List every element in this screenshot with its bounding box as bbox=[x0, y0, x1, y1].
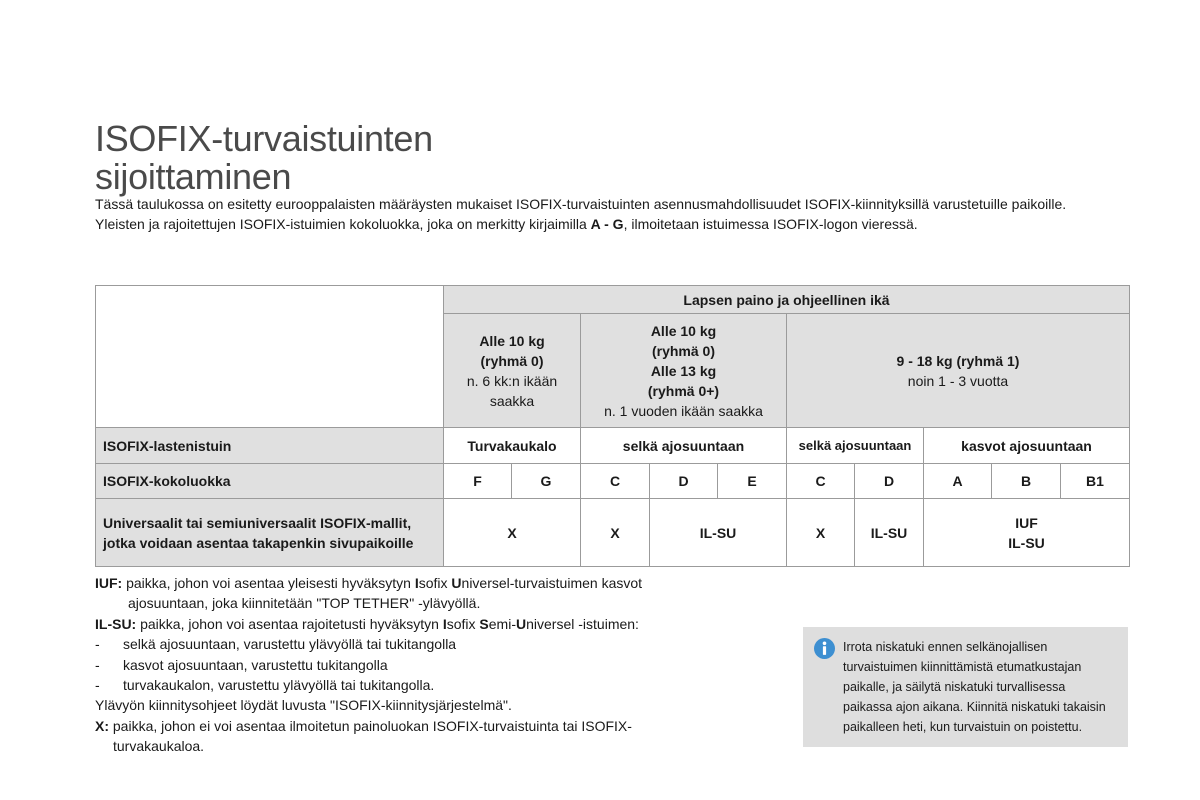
legend-text: niversel -istuimen: bbox=[526, 615, 639, 632]
group-0-line: (ryhmä 0) bbox=[480, 352, 544, 369]
universal-cell-iuf bbox=[924, 499, 1130, 567]
group-2-sub: noin 1 - 3 vuotta bbox=[907, 372, 1009, 389]
legend-text: paikka, johon voi asentaa rajoitetusti hyväksytyn bbox=[136, 615, 443, 632]
legend-text: sofix bbox=[446, 615, 480, 632]
group-2-line: 9 - 18 kg (ryhmä 1) bbox=[896, 352, 1020, 369]
list-item-text: kasvot ajosuuntaan, varustettu tukitangolla bbox=[123, 656, 388, 673]
dash-bullet: - bbox=[95, 636, 100, 653]
table-header-weight-age: Lapsen paino ja ohjeellinen ikä bbox=[444, 286, 1130, 314]
size-cell: C bbox=[787, 464, 855, 499]
group-1-line: Alle 10 kg bbox=[650, 322, 717, 339]
legend-bold-letter: U bbox=[451, 575, 462, 591]
legend-bold-letter: I bbox=[442, 615, 447, 632]
page-title-line2: sijoittaminen bbox=[95, 156, 292, 197]
intro-paragraph-1: Tässä taulukossa on esitetty eurooppalaisten määräysten mukaiset ISOFIX-turvaistuinten asennusmahdollisuudet ISOFIX-kiinnityksillä varustetuille paikoille. bbox=[95, 196, 1067, 212]
group-1-line: (ryhmä 0) bbox=[651, 342, 716, 359]
legend-reference: Ylävyön kiinnitysohjeet löydät luvusta "ISOFIX-kiinnitysjärjestelmä". bbox=[95, 697, 512, 714]
group-0-sub: saakka bbox=[489, 392, 535, 409]
intro-p2-text: Yleisten ja rajoitettujen ISOFIX-istuimien kokoluokka, joka on merkitty kirjaimilla bbox=[95, 216, 591, 232]
group-cell-2 bbox=[787, 314, 1130, 428]
universal-cell: X bbox=[444, 499, 581, 567]
group-1-line: Alle 13 kg bbox=[650, 362, 717, 379]
legend-code: IL-SU: bbox=[95, 615, 137, 632]
legend-bold-letter: S bbox=[479, 615, 489, 632]
intro-paragraph-2 bbox=[95, 214, 1125, 234]
legend-code: X: bbox=[95, 717, 109, 734]
universal-cell: IL-SU bbox=[650, 499, 787, 567]
table-empty-corner bbox=[96, 286, 444, 428]
info-text: Irrota niskatuki ennen selkänojallisen turvaistuimen kiinnittämistä etumatkustajan paikalle, ja säilytä niskatuki turvallisessa paikassa ajon aikana. Kiinnitä niskatuki takaisin paikalleen heti, kun turvaistuin on poistettu. bbox=[843, 640, 1106, 734]
page-title bbox=[95, 120, 433, 196]
group-cell-1 bbox=[581, 314, 787, 428]
legend-ilsu bbox=[95, 614, 715, 634]
isofix-table bbox=[95, 285, 1130, 567]
universal-cell: X bbox=[581, 499, 650, 567]
info-box bbox=[803, 627, 1128, 747]
list-item-text: selkä ajosuuntaan, varustettu ylävyöllä tai tukitangolla bbox=[123, 636, 457, 653]
page-title-line1: ISOFIX-turvaistuinten bbox=[95, 118, 433, 159]
info-icon bbox=[814, 638, 835, 659]
list-item bbox=[95, 675, 715, 695]
legend-iuf-line2: ajosuuntaan, joka kiinnitetään "TOP TETHER" -ylävyöllä. bbox=[128, 595, 481, 612]
legend-x-line2: turvakaukaloa. bbox=[113, 738, 205, 755]
legend-bold-letter: I bbox=[414, 575, 419, 591]
universal-iuf: IUF bbox=[1015, 514, 1038, 531]
group-1-sub: n. 1 vuoden ikään saakka bbox=[604, 402, 763, 419]
universal-cell: X bbox=[787, 499, 855, 567]
legend-text: paikka, johon ei voi asentaa ilmoitetun painoluokan ISOFIX-turvaistuinta tai ISOFIX- bbox=[109, 717, 632, 734]
row-label-seat: ISOFIX-lastenistuin bbox=[96, 428, 444, 464]
list-item bbox=[95, 634, 715, 654]
legend-text: emi- bbox=[488, 615, 516, 632]
intro-p2-text-end: , ilmoitetaan istuimessa ISOFIX-logon vieressä. bbox=[623, 216, 918, 232]
legend-text: sofix bbox=[418, 575, 452, 591]
size-cell: E bbox=[718, 464, 787, 499]
list-item-text: turvakaukalon, varustettu ylävyöllä tai tukitangolla. bbox=[123, 677, 435, 694]
dash-bullet: - bbox=[95, 677, 100, 694]
legend-text: niversel-turvaistuimen kasvot bbox=[461, 575, 643, 591]
size-cell: C bbox=[581, 464, 650, 499]
legend-code: IUF: bbox=[95, 575, 123, 591]
group-cell-0 bbox=[444, 314, 581, 428]
intro-p2-bold: A - G bbox=[590, 216, 624, 232]
group-1-line: (ryhmä 0+) bbox=[647, 382, 720, 399]
size-cell: A bbox=[924, 464, 992, 499]
row-label-universal: Universaalit tai semiuniversaalit ISOFIX-mallit, jotka voidaan asentaa takapenkin sivupaikoille bbox=[96, 499, 444, 567]
seat-cell: Turvakaukalo bbox=[444, 428, 581, 464]
universal-ilsu: IL-SU bbox=[1008, 534, 1045, 551]
size-cell: D bbox=[855, 464, 924, 499]
group-0-line: Alle 10 kg bbox=[479, 332, 545, 349]
row-label-size: ISOFIX-kokoluokka bbox=[96, 464, 444, 499]
size-cell: B bbox=[992, 464, 1061, 499]
seat-cell: selkä ajosuuntaan bbox=[581, 428, 787, 464]
size-cell: B1 bbox=[1061, 464, 1130, 499]
legend-x bbox=[95, 716, 715, 736]
legend-iuf bbox=[95, 573, 715, 593]
size-cell: D bbox=[650, 464, 718, 499]
size-cell: G bbox=[512, 464, 581, 499]
legend-text: paikka, johon voi asentaa yleisesti hyväksytyn bbox=[122, 575, 415, 591]
intro-text bbox=[95, 194, 1125, 234]
list-item bbox=[95, 655, 715, 675]
size-cell: F bbox=[444, 464, 512, 499]
seat-cell: selkä ajosuuntaan bbox=[787, 428, 924, 464]
universal-cell: IL-SU bbox=[855, 499, 924, 567]
group-0-sub: n. 6 kk:n ikään bbox=[466, 372, 558, 389]
legend-bold-letter: U bbox=[516, 615, 527, 632]
seat-cell: kasvot ajosuuntaan bbox=[924, 428, 1130, 464]
dash-bullet: - bbox=[95, 656, 100, 673]
legend bbox=[95, 573, 715, 757]
